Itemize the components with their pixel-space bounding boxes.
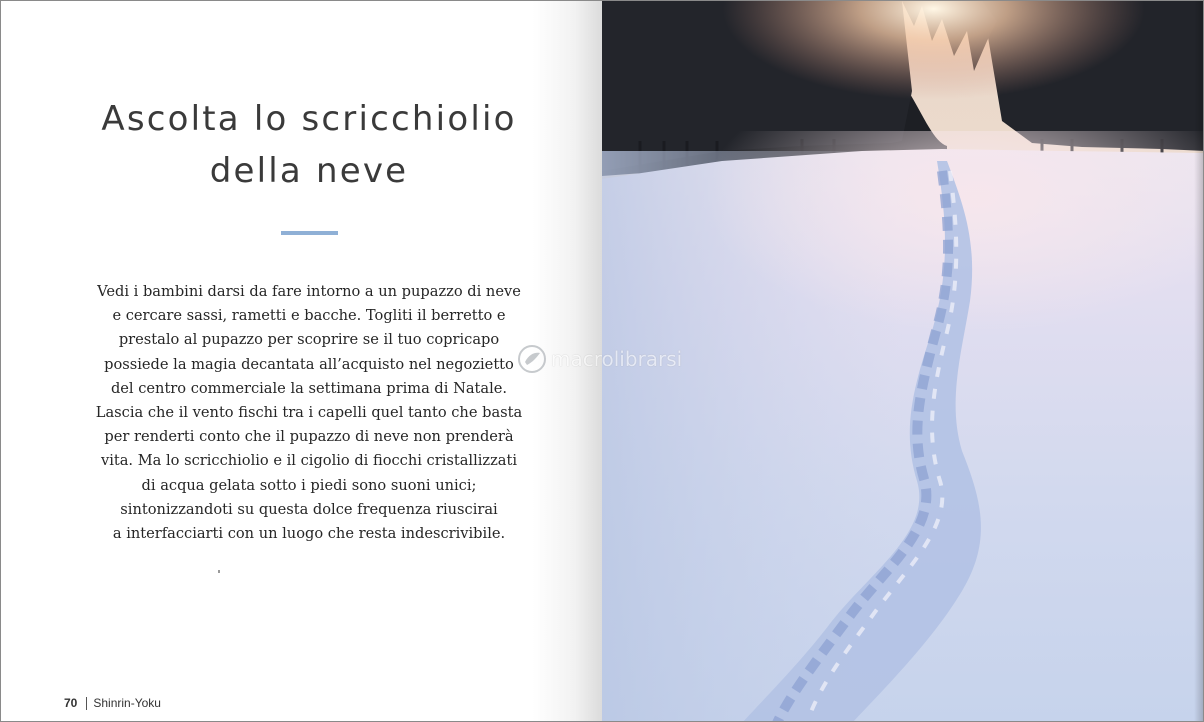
body-paragraph — [91, 280, 527, 546]
body-line: possiede la magia decantata all’acquisto nel negozietto — [104, 355, 514, 373]
page-number: 70 — [64, 696, 78, 710]
watermark-text: macrolibrarsi — [551, 347, 683, 371]
body-line: per renderti conto che il pupazzo di neve non prenderà — [104, 428, 514, 446]
body-line: Lascia che il vento fischi tra i capelli quel tanto che basta — [95, 404, 523, 422]
paper-speck — [218, 570, 220, 573]
body-line: e cercare sassi, rametti e bacche. Togliti il berretto e — [112, 307, 506, 325]
body-line: a interfacciarti con un luogo che resta indescrivibile. — [112, 525, 506, 543]
snow-forest-photo — [602, 1, 1204, 722]
left-page — [1, 1, 605, 722]
watermark-logo-icon — [517, 344, 547, 374]
title-line-2: della neve — [209, 151, 409, 191]
body-line: sintonizzandoti su questa dolce frequenza riuscirai — [120, 500, 498, 518]
watermark — [517, 344, 682, 374]
running-title: Shinrin-Yoku — [93, 696, 161, 710]
body-line: Vedi i bambini darsi da fare intorno a un pupazzo di neve — [97, 283, 521, 300]
title-line-1: Ascolta lo scricchiolio — [101, 99, 517, 139]
footer-separator — [86, 697, 87, 710]
body-line: vita. Ma lo scricchiolio e il cigolio di fiocchi cristallizzati — [100, 452, 518, 470]
title-divider — [281, 231, 338, 235]
body-line: prestalo al pupazzo per scoprire se il tuo copricapo — [118, 331, 500, 349]
book-gutter-shadow — [1194, 1, 1204, 722]
right-page-photo — [602, 1, 1204, 722]
page-footer — [64, 696, 161, 710]
body-line: del centro commerciale la settimana prima di Natale. — [110, 379, 508, 397]
body-line: di acqua gelata sotto i piedi sono suoni unici; — [141, 476, 477, 494]
page-title — [1, 93, 617, 197]
